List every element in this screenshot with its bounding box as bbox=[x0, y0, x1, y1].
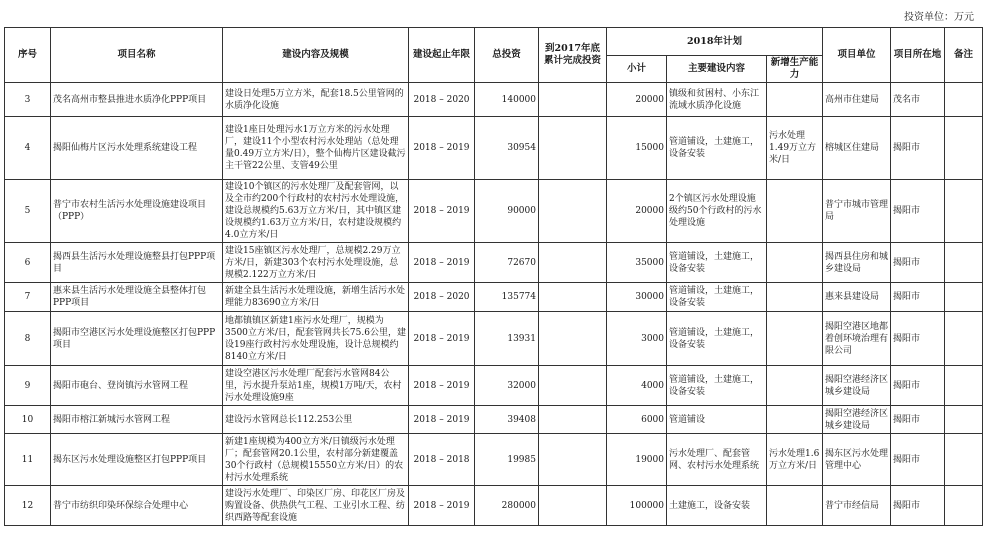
cell-org: 普宁市城市管理局 bbox=[823, 180, 891, 243]
cell-org: 榕城区住建局 bbox=[823, 117, 891, 180]
cell-main: 管道铺设，土建施工，设备安装 bbox=[667, 243, 767, 283]
header-seq: 序号 bbox=[5, 28, 51, 83]
cell-seq: 10 bbox=[5, 406, 51, 434]
cell-seq: 8 bbox=[5, 312, 51, 366]
cell-location: 揭阳市 bbox=[891, 180, 945, 243]
cell-main: 管道铺设，土建施工，设备安装 bbox=[667, 366, 767, 406]
table-row bbox=[5, 243, 983, 283]
cell-subtotal: 100000 bbox=[607, 486, 667, 526]
cell-org: 揭阳空港经济区城乡建设局 bbox=[823, 366, 891, 406]
cell-location: 揭阳市 bbox=[891, 243, 945, 283]
header-new-capacity: 新增生产能力 bbox=[767, 56, 823, 83]
cell-name: 揭阳仙梅片区污水处理系统建设工程 bbox=[51, 117, 223, 180]
cell-org: 高州市住建局 bbox=[823, 83, 891, 117]
cell-capacity: 污水处理1.6万立方米/日 bbox=[767, 434, 823, 486]
cell-main: 土建施工，设备安装 bbox=[667, 486, 767, 526]
cell-org: 普宁市经信局 bbox=[823, 486, 891, 526]
cell-location: 揭阳市 bbox=[891, 312, 945, 366]
cell-subtotal: 30000 bbox=[607, 283, 667, 312]
cell-name: 惠来县生活污水处理设施全县整体打包PPP项目 bbox=[51, 283, 223, 312]
cell-location: 揭阳市 bbox=[891, 283, 945, 312]
header-done-2017: 到2017年底累计完成投资 bbox=[539, 28, 607, 83]
header-unit-org: 项目单位 bbox=[823, 28, 891, 83]
cell-done bbox=[539, 366, 607, 406]
cell-period: 2018 – 2019 bbox=[409, 366, 475, 406]
cell-seq: 6 bbox=[5, 243, 51, 283]
cell-done bbox=[539, 486, 607, 526]
cell-capacity bbox=[767, 406, 823, 434]
cell-period: 2018 – 2019 bbox=[409, 180, 475, 243]
cell-content: 新建1座规模为400立方米/日镇级污水处理厂；配套管网20.1公里，农村部分新建覆盖30个行政村（总规模15550立方米/日）的农村污水处理系统 bbox=[223, 434, 409, 486]
cell-org: 惠来县建设局 bbox=[823, 283, 891, 312]
cell-org: 揭东区污水处理管理中心 bbox=[823, 434, 891, 486]
cell-capacity bbox=[767, 180, 823, 243]
cell-subtotal: 35000 bbox=[607, 243, 667, 283]
cell-subtotal: 3000 bbox=[607, 312, 667, 366]
cell-total: 135774 bbox=[475, 283, 539, 312]
header-plan-2018: 2018年计划 bbox=[607, 28, 823, 56]
cell-capacity bbox=[767, 486, 823, 526]
cell-name: 普宁市农村生活污水处理设施建设项目（PPP） bbox=[51, 180, 223, 243]
header-main-content: 主要建设内容 bbox=[667, 56, 767, 83]
header-location: 项目所在地 bbox=[891, 28, 945, 83]
cell-capacity bbox=[767, 283, 823, 312]
cell-content: 建设1座日处理污水1万立方米的污水处理厂，建设11个小型农村污水处理站（总处理量0.49万立方米/日），整个仙梅片区建设截污主干管22公里、支管49公里 bbox=[223, 117, 409, 180]
table-row bbox=[5, 83, 983, 117]
cell-content: 建设污水处理厂、印染区厂房、印花区厂房及购置设备、供热供气工程、工业引水工程、纺织西路等配套设施 bbox=[223, 486, 409, 526]
cell-total: 140000 bbox=[475, 83, 539, 117]
cell-period: 2018 – 2019 bbox=[409, 406, 475, 434]
cell-org: 揭阳空港经济区城乡建设局 bbox=[823, 406, 891, 434]
cell-location: 揭阳市 bbox=[891, 117, 945, 180]
table-row bbox=[5, 180, 983, 243]
cell-total: 72670 bbox=[475, 243, 539, 283]
cell-total: 32000 bbox=[475, 366, 539, 406]
cell-content: 地都镇镇区新建1座污水处理厂，规模为3500立方米/日，配套管网共长75.6公里，建设19座行政村污水处理设施，设计总规模约8140立方米/日 bbox=[223, 312, 409, 366]
cell-seq: 12 bbox=[5, 486, 51, 526]
cell-location: 揭阳市 bbox=[891, 366, 945, 406]
cell-main: 管道铺设 bbox=[667, 406, 767, 434]
cell-done bbox=[539, 117, 607, 180]
cell-remark bbox=[945, 486, 983, 526]
investment-unit-label: 投资单位：万元 bbox=[904, 12, 974, 23]
cell-seq: 11 bbox=[5, 434, 51, 486]
table-row bbox=[5, 486, 983, 526]
cell-subtotal: 20000 bbox=[607, 180, 667, 243]
header-total: 总投资 bbox=[475, 28, 539, 83]
cell-name: 揭阳市空港区污水处理设施整区打包PPP项目 bbox=[51, 312, 223, 366]
cell-name: 揭阳市砲台、登岗镇污水管网工程 bbox=[51, 366, 223, 406]
cell-remark bbox=[945, 366, 983, 406]
cell-seq: 9 bbox=[5, 366, 51, 406]
cell-capacity bbox=[767, 243, 823, 283]
cell-capacity bbox=[767, 83, 823, 117]
cell-remark bbox=[945, 434, 983, 486]
cell-main: 2个镇区污水处理设施级约50个行政村的污水处理设施 bbox=[667, 180, 767, 243]
cell-name: 揭西县生活污水处理设施整县打包PPP项目 bbox=[51, 243, 223, 283]
table-row bbox=[5, 406, 983, 434]
cell-org: 揭西县住房和城乡建设局 bbox=[823, 243, 891, 283]
cell-main: 管道铺设，土建施工，设备安装 bbox=[667, 117, 767, 180]
project-table bbox=[4, 27, 983, 526]
cell-subtotal: 20000 bbox=[607, 83, 667, 117]
cell-content: 建设10个镇区的污水处理厂及配套管网，以及全市约200个行政村的农村污水处理设施，建设总规模约5.63万立方米/日，其中镇区建设规模约1.63万立方米/日，农村建设规模约4.0立方米/日 bbox=[223, 180, 409, 243]
cell-seq: 4 bbox=[5, 117, 51, 180]
cell-capacity bbox=[767, 366, 823, 406]
cell-remark bbox=[945, 117, 983, 180]
cell-period: 2018 – 2019 bbox=[409, 486, 475, 526]
cell-location: 揭阳市 bbox=[891, 486, 945, 526]
cell-main: 管道铺设，土建施工，设备安装 bbox=[667, 283, 767, 312]
cell-remark bbox=[945, 180, 983, 243]
cell-content: 建设污水管网总长112.253公里 bbox=[223, 406, 409, 434]
table-row bbox=[5, 117, 983, 180]
cell-name: 揭阳市榕江新城污水管网工程 bbox=[51, 406, 223, 434]
cell-total: 30954 bbox=[475, 117, 539, 180]
cell-content: 建设15座镇区污水处理厂，总规模2.29万立方米/日，新建303个农村污水处理设施，总规模2.122万立方米/日 bbox=[223, 243, 409, 283]
cell-done bbox=[539, 312, 607, 366]
header-name: 项目名称 bbox=[51, 28, 223, 83]
cell-done bbox=[539, 243, 607, 283]
header-subtotal: 小计 bbox=[607, 56, 667, 83]
cell-subtotal: 6000 bbox=[607, 406, 667, 434]
cell-remark bbox=[945, 406, 983, 434]
cell-period: 2018 – 2020 bbox=[409, 83, 475, 117]
cell-total: 13931 bbox=[475, 312, 539, 366]
cell-period: 2018 – 2019 bbox=[409, 312, 475, 366]
header-period: 建设起止年限 bbox=[409, 28, 475, 83]
cell-period: 2018 – 2018 bbox=[409, 434, 475, 486]
cell-content: 新建全县生活污水处理设施，新增生活污水处理能力83690立方米/日 bbox=[223, 283, 409, 312]
cell-seq: 7 bbox=[5, 283, 51, 312]
cell-done bbox=[539, 83, 607, 117]
cell-remark bbox=[945, 312, 983, 366]
cell-subtotal: 19000 bbox=[607, 434, 667, 486]
cell-main: 污水处理厂、配套管网、农村污水处理系统 bbox=[667, 434, 767, 486]
cell-content: 建设日处理5万立方米，配套18.5公里管网的水质净化设施 bbox=[223, 83, 409, 117]
cell-done bbox=[539, 283, 607, 312]
cell-name: 揭东区污水处理设施整区打包PPP项目 bbox=[51, 434, 223, 486]
cell-name: 茂名高州市整县推进水质净化PPP项目 bbox=[51, 83, 223, 117]
cell-capacity bbox=[767, 312, 823, 366]
cell-location: 揭阳市 bbox=[891, 434, 945, 486]
cell-total: 280000 bbox=[475, 486, 539, 526]
cell-remark bbox=[945, 243, 983, 283]
table-row bbox=[5, 434, 983, 486]
header-remark: 备注 bbox=[945, 28, 983, 83]
header-content: 建设内容及规模 bbox=[223, 28, 409, 83]
cell-seq: 3 bbox=[5, 83, 51, 117]
cell-location: 揭阳市 bbox=[891, 406, 945, 434]
cell-remark bbox=[945, 83, 983, 117]
cell-total: 90000 bbox=[475, 180, 539, 243]
cell-capacity: 污水处理1.49万立方米/日 bbox=[767, 117, 823, 180]
cell-done bbox=[539, 180, 607, 243]
cell-total: 39408 bbox=[475, 406, 539, 434]
cell-name: 普宁市纺织印染环保综合处理中心 bbox=[51, 486, 223, 526]
cell-content: 建设空港区污水处理厂配套污水管网84公里，污水提升泵站1座，规模1万吨/天，农村污水处理设施9座 bbox=[223, 366, 409, 406]
cell-done bbox=[539, 406, 607, 434]
cell-main: 管道铺设，土建施工，设备安装 bbox=[667, 312, 767, 366]
cell-org: 揭阳空港区地都着创环境治理有限公司 bbox=[823, 312, 891, 366]
cell-subtotal: 15000 bbox=[607, 117, 667, 180]
table-row bbox=[5, 312, 983, 366]
cell-location: 茂名市 bbox=[891, 83, 945, 117]
cell-done bbox=[539, 434, 607, 486]
table-row bbox=[5, 283, 983, 312]
cell-remark bbox=[945, 283, 983, 312]
cell-period: 2018 – 2019 bbox=[409, 117, 475, 180]
cell-main: 镇级和贫困村、小东江流域水质净化设施 bbox=[667, 83, 767, 117]
cell-period: 2018 – 2020 bbox=[409, 283, 475, 312]
cell-total: 19985 bbox=[475, 434, 539, 486]
table-row bbox=[5, 366, 983, 406]
cell-seq: 5 bbox=[5, 180, 51, 243]
cell-subtotal: 4000 bbox=[607, 366, 667, 406]
cell-period: 2018 – 2019 bbox=[409, 243, 475, 283]
